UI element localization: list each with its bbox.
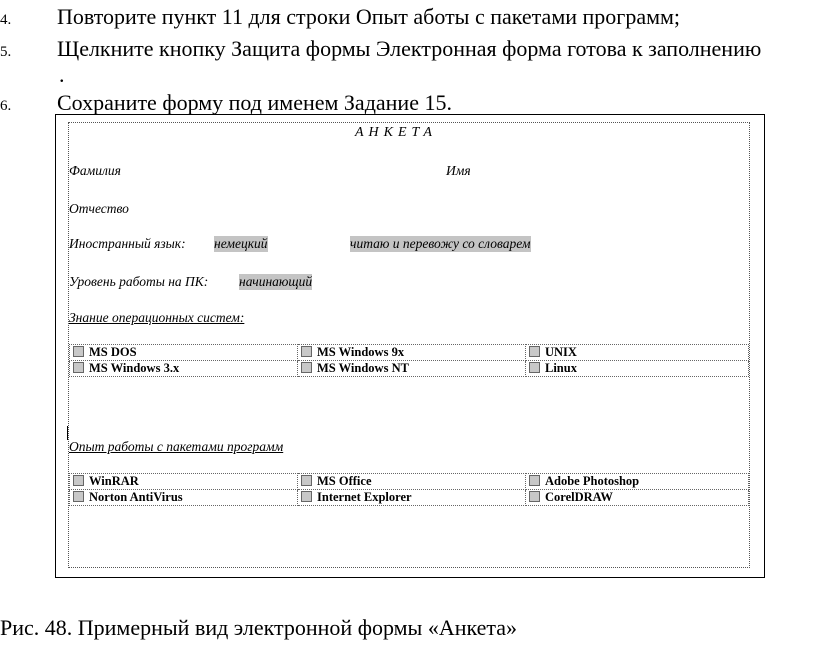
step-text: Сохраните форму под именем Задание 15. bbox=[57, 90, 452, 115]
checkbox-icon[interactable] bbox=[529, 475, 540, 486]
checkbox-icon[interactable] bbox=[301, 475, 312, 486]
checkbox-label: WinRAR bbox=[89, 474, 139, 488]
table-row bbox=[70, 490, 749, 506]
language-label: Иностранный язык: bbox=[69, 236, 186, 251]
checkbox-item[interactable] bbox=[70, 474, 298, 490]
form-title: АНКЕТА bbox=[355, 125, 437, 140]
language-field[interactable]: немецкий bbox=[214, 236, 268, 251]
checkbox-label: CorelDRAW bbox=[545, 490, 613, 504]
pc-level-label: Уровень работы на ПК: bbox=[69, 274, 209, 289]
step-text: Щелкните кнопку Защита формы Электронная форма готова к заполнению bbox=[57, 36, 762, 61]
checkbox-label: MS Windows 3.x bbox=[89, 361, 180, 375]
checkbox-item[interactable] bbox=[298, 490, 526, 506]
checkbox-icon[interactable] bbox=[529, 491, 540, 502]
checkbox-label: Internet Explorer bbox=[317, 490, 412, 504]
checkbox-item[interactable] bbox=[526, 345, 749, 361]
checkbox-item[interactable] bbox=[526, 361, 749, 377]
patronymic-label: Отчество bbox=[69, 201, 129, 216]
form-page bbox=[68, 122, 750, 568]
form-screenshot bbox=[55, 114, 765, 578]
checkbox-icon[interactable] bbox=[301, 491, 312, 502]
checkbox-icon[interactable] bbox=[529, 346, 540, 357]
language-level-field[interactable]: читаю и перевожу со словарем bbox=[350, 236, 531, 251]
surname-label: Фамилия bbox=[69, 163, 121, 178]
step-number: 4. bbox=[0, 12, 12, 28]
step-text: Повторите пункт 11 для строки Опыт аботы с пакетами программ; bbox=[57, 4, 681, 29]
checkbox-label: MS Office bbox=[317, 474, 372, 488]
step-number: 5. bbox=[0, 44, 12, 60]
os-checkbox-grid bbox=[69, 344, 749, 377]
checkbox-icon[interactable] bbox=[73, 362, 84, 373]
step-5-tail: . bbox=[59, 62, 65, 87]
software-checkbox-grid bbox=[69, 473, 749, 506]
figure-caption: Рис. 48. Примерный вид электронной формы «Анкета» bbox=[0, 615, 518, 640]
checkbox-item[interactable] bbox=[70, 345, 298, 361]
checkbox-icon[interactable] bbox=[73, 475, 84, 486]
checkbox-label: Linux bbox=[545, 361, 577, 375]
checkbox-label: UNIX bbox=[545, 345, 577, 359]
checkbox-item[interactable] bbox=[70, 490, 298, 506]
checkbox-icon[interactable] bbox=[73, 491, 84, 502]
checkbox-icon[interactable] bbox=[301, 362, 312, 373]
table-row bbox=[70, 474, 749, 490]
checkbox-item[interactable] bbox=[526, 490, 749, 506]
checkbox-item[interactable] bbox=[526, 474, 749, 490]
software-heading: Опыт работы с пакетами программ bbox=[69, 439, 284, 454]
checkbox-item[interactable] bbox=[70, 361, 298, 377]
checkbox-item[interactable] bbox=[298, 361, 526, 377]
step-number: 6. bbox=[0, 98, 12, 114]
checkbox-item[interactable] bbox=[298, 474, 526, 490]
checkbox-label: Norton AntiVirus bbox=[89, 490, 183, 504]
pc-level-field[interactable]: начинающий bbox=[239, 274, 313, 289]
table-row bbox=[70, 345, 749, 361]
name-label: Имя bbox=[446, 163, 471, 178]
checkbox-label: MS Windows NT bbox=[317, 361, 409, 375]
text-cursor bbox=[67, 426, 68, 440]
os-heading: Знание операционных систем: bbox=[69, 310, 245, 325]
checkbox-icon[interactable] bbox=[301, 346, 312, 357]
checkbox-label: MS Windows 9x bbox=[317, 345, 405, 359]
checkbox-icon[interactable] bbox=[73, 346, 84, 357]
table-row bbox=[70, 361, 749, 377]
checkbox-label: Adobe Photoshop bbox=[545, 474, 640, 488]
checkbox-icon[interactable] bbox=[529, 362, 540, 373]
checkbox-item[interactable] bbox=[298, 345, 526, 361]
checkbox-label: MS DOS bbox=[89, 345, 137, 359]
